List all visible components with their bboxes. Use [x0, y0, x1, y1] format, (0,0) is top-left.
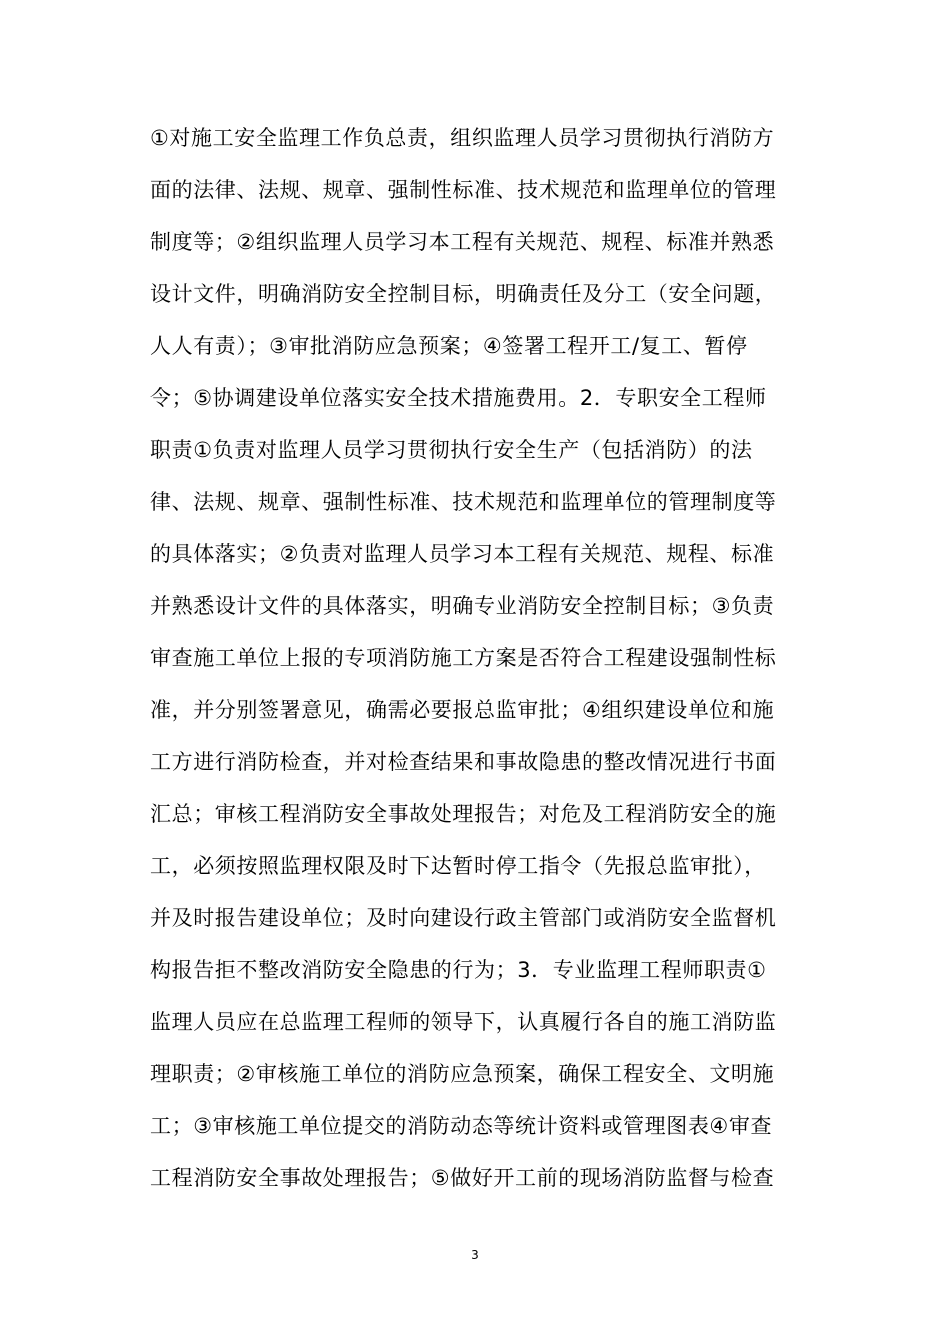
page-number: 3 — [471, 1248, 479, 1262]
text-line: 令；⑤协调建设单位落实安全技术措施费用。2．专职安全工程师 — [150, 386, 767, 410]
text-line: 人人有责）；③审批消防应急预案；④签署工程开工/复工、暂停 — [150, 334, 748, 358]
text-line: 并及时报告建设单位；及时向建设行政主管部门或消防安全监督机 — [150, 906, 777, 930]
text-line: 制度等；②组织监理人员学习本工程有关规范、规程、标准并熟悉 — [150, 230, 775, 254]
text-line: 工方进行消防检查，并对检查结果和事故隐患的整改情况进行书面 — [150, 750, 777, 774]
text-line: 工；③审核施工单位提交的消防动态等统计资料或管理图表④审查 — [150, 1114, 773, 1138]
text-line: 职责①负责对监理人员学习贯彻执行安全生产（包括消防）的法 — [150, 438, 753, 462]
text-line: 律、法规、规章、强制性标准、技术规范和监理单位的管理制度等 — [150, 490, 777, 514]
text-line: 准，并分别签署意见，确需必要报总监审批；④组织建设单位和施 — [150, 698, 775, 722]
text-line: 设计文件，明确消防安全控制目标，明确责任及分工（安全问题， — [150, 282, 777, 306]
text-line: 理职责；②审核施工单位的消防应急预案，确保工程安全、文明施 — [150, 1062, 775, 1086]
text-line: 构报告拒不整改消防安全隐患的行为；3．专业监理工程师职责① — [150, 958, 767, 982]
text-line: 审查施工单位上报的专项消防施工方案是否符合工程建设强制性标 — [150, 646, 777, 670]
text-line: 工，必须按照监理权限及时下达暂时停工指令（先报总监审批）， — [150, 854, 766, 878]
text-line: 监理人员应在总监理工程师的领导下，认真履行各自的施工消防监 — [150, 1010, 777, 1034]
text-line: 的具体落实；②负责对监理人员学习本工程有关规范、规程、标准 — [150, 542, 775, 566]
text-line: ①对施工安全监理工作负总责，组织监理人员学习贯彻执行消防方 — [150, 126, 775, 150]
text-line: 面的法律、法规、规章、强制性标准、技术规范和监理单位的管理 — [150, 178, 777, 202]
body-text — [150, 112, 810, 1204]
text-line: 汇总；审核工程消防安全事故处理报告；对危及工程消防安全的施 — [150, 802, 777, 826]
text-line: 工程消防安全事故处理报告；⑤做好开工前的现场消防监督与检查 — [150, 1166, 775, 1190]
text-line: 并熟悉设计文件的具体落实，明确专业消防安全控制目标；③负责 — [150, 594, 775, 618]
